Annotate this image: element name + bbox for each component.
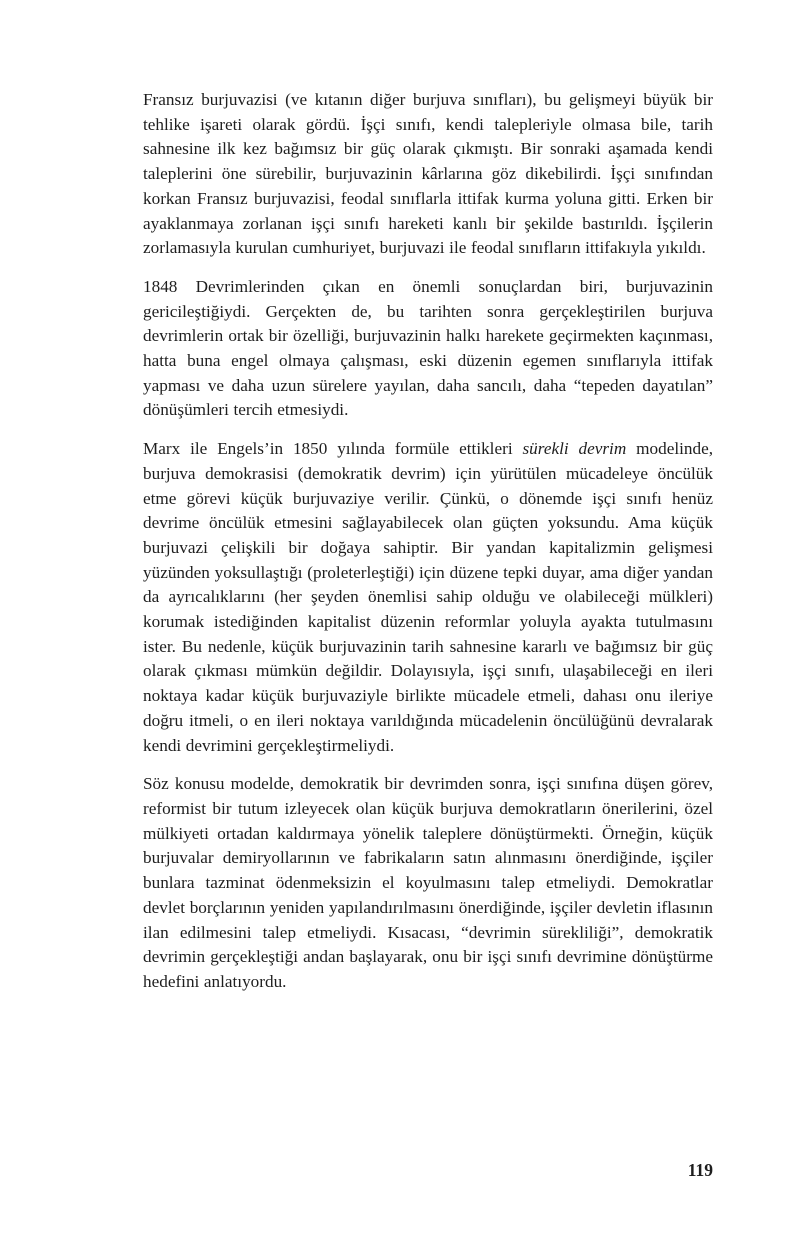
paragraph: Fransız burjuvazisi (ve kıtanın diğer burjuva sınıfları), bu gelişmeyi büyük bir tehlike işareti olarak gördü. İşçi sınıfı, kendi talepleriyle olmasa bile, tarih sahnesine ilk kez bağımsız bir güç olarak çıkmıştı. Bir sonraki aşamada kendi taleplerini öne sürebilir, burjuvazinin kârlarına göz dikebilirdi. İşçi sınıfından korkan Fransız burjuvazisi, feodal sınıflarla ittifak kurma yoluna gitti. Erken bir ayaklanmaya zorlanan işçi sınıfı hareketi kanlı bir şekilde bastırıldı. İşçilerin zorlamasıyla kurulan cumhuriyet, burjuvazi ile feodal sınıfların ittifakıyla yıkıldı. <box>143 90 713 258</box>
paragraph: 1848 Devrimlerinden çıkan en önemli sonuçlardan biri, burjuvazinin gericileştiğiydi. Gerçekten de, bu tarihten sonra gerçekleştirilen burjuva devrimlerin ortak bir özelliği, burjuvazinin halkı harekete geçirmekten kaçınması, hatta buna engel olmaya çalışması, eski düzenin egemen sınıflarıyla ittifak yapması ve daha uzun sürelere yayılan, daha sancılı, daha “tepeden dayatılan” dönüşümleri tercih etmesiydi. <box>143 276 713 420</box>
paragraph <box>143 437 713 758</box>
emphasis-text: sürekli devrim <box>522 439 627 459</box>
paragraph-text: modelinde, burjuva demokrasisi (demokratik devrim) için yürütülen mücadeleye öncülük etme görevi küçük burjuvaziye verilir. Çünkü, o dönemde işçi sınıfı henüz devrime öncülük etmesini sağlayabilecek olan güçten yoksundu. Ama küçük burjuvazi çelişkili bir doğaya sahiptir. Bir yandan kapitalizmin gelişmesi yüzünden yoksullaştığı (proleterleştiği) için düzene tepki duyar, ama diğer yandan da ayrıcalıklarını (her şeyden önemlisi sahip olduğu ve olabileceği mülkleri) korumak istediğinden kapitalist düzenin reformlar yoluyla ayakta tutulmasını ister. Bu nedenle, küçük burjuvazinin tarih sahnesine kararlı ve bağımsız bir güç olarak çıkması mümkün değildir. Dolayısıyla, işçi sınıfı, ulaşabileceği en ileri noktaya kadar küçük burjuvaziyle birlikte mücadele etmeli, dahası onu ileriye doğru itmeli, o en ileri noktaya varıldığında mücadelenin öncülüğünü devralarak kendi devrimini gerçekleştirmeliydi. <box>143 439 713 755</box>
page-number: 119 <box>687 1160 713 1180</box>
text-block <box>143 88 713 1009</box>
paragraph: Söz konusu modelde, demokratik bir devrimden sonra, işçi sınıfına düşen görev, reformist bir tutum izleyecek olan küçük burjuva demokratların önerilerini, özel mülkiyeti ortadan kaldırmaya yönelik taleplere dönüştürmekti. Örneğin, küçük burjuvalar demiryollarının ve fabrikaların satın alınmasını önerdiğinde, işçiler bunlara tazminat ödenmeksizin el koyulmasını talep etmeliydi. Demokratlar devlet borçlarının yeniden yapılandırılmasını önerdiğinde, işçiler devletin iflasının ilan edilmesini talep etmeliydi. Kısacası, “devrimin sürekliliği”, demokratik devrimin gerçekleştiği andan başlayarak, onu bir işçi sınıfı devrimine dönüştürme hedefini anlatıyordu. <box>143 774 713 991</box>
paragraph-text: Marx ile Engels’in 1850 yılında formüle ettikleri <box>143 439 523 459</box>
